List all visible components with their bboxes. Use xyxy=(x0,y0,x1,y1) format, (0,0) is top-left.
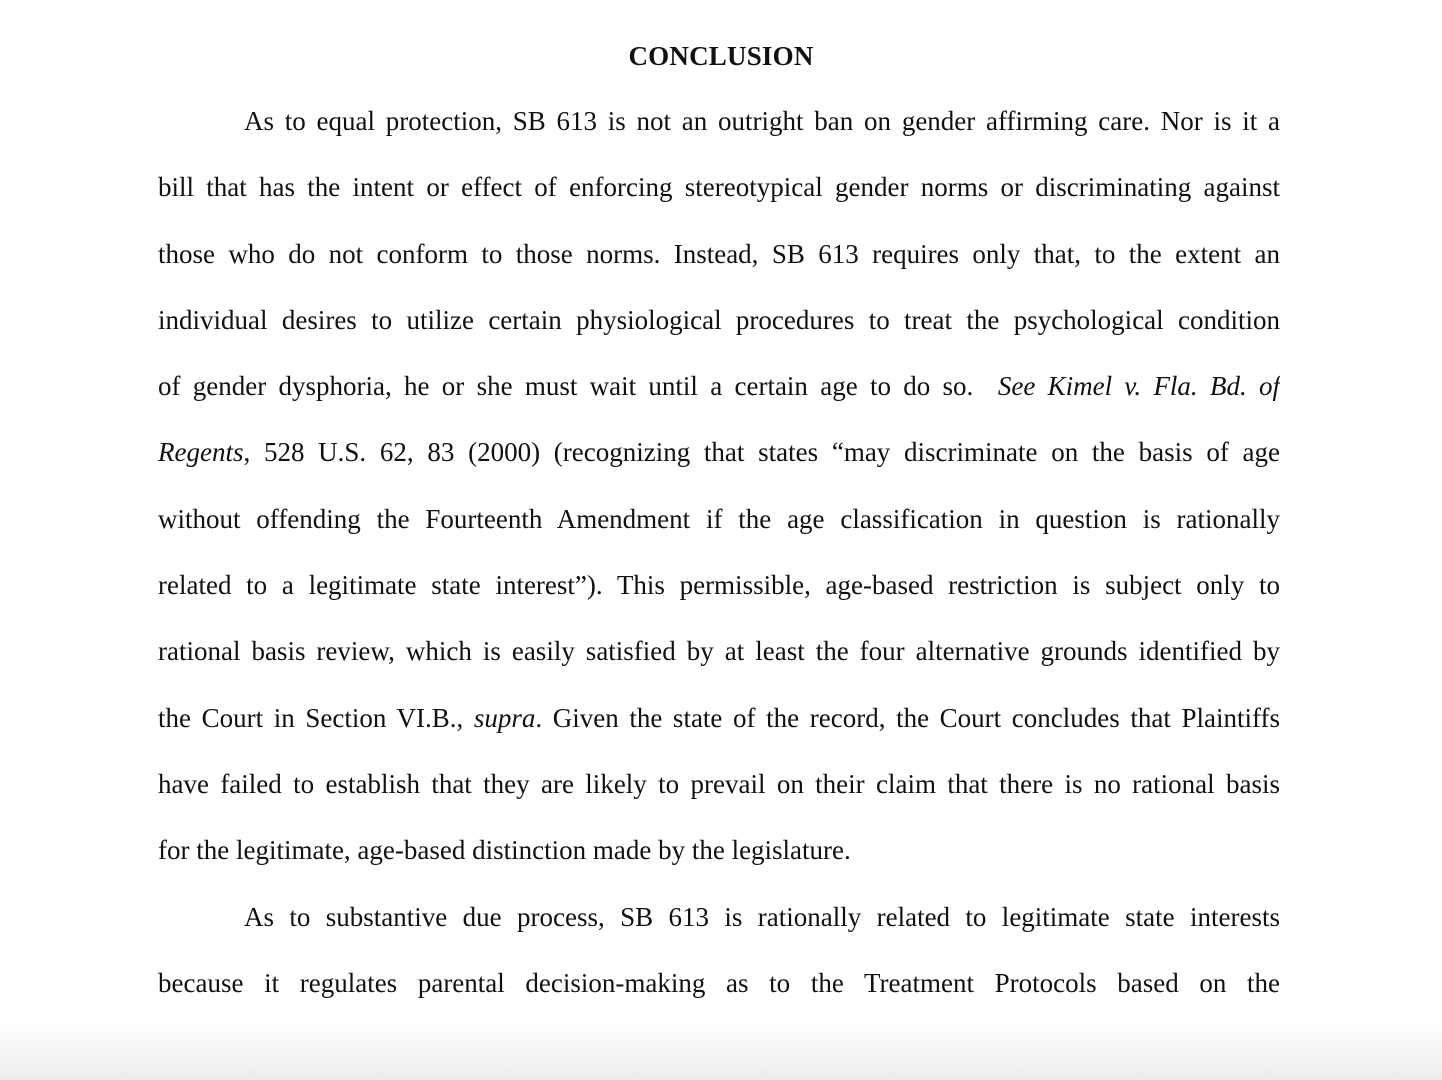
text-line: As to substantive due process, SB 613 is rationally related to legitimate state interests xyxy=(244,901,1280,932)
text-line: bill that has the intent or effect of enforcing stereotypical gender norms or discriminating against xyxy=(158,172,1280,203)
paragraph-substantive-due-process xyxy=(158,884,1280,1017)
text-line: rational basis review, which is easily satisfied by at least the four alternative grounds identified by xyxy=(158,636,1280,667)
text-line: for the legitimate, age-based distinction made by the legislature. xyxy=(158,835,851,866)
text-line: individual desires to utilize certain physiological procedures to treat the psychological condition xyxy=(158,304,1280,335)
text-line: of gender dysphoria, he or she must wait until a certain age to do so. See Kimel v. Fla. Bd. of xyxy=(158,371,1280,402)
text-line: those who do not conform to those norms. Instead, SB 613 requires only that, to the extent an xyxy=(158,238,1280,269)
supra-signal: supra xyxy=(473,702,536,733)
text-line: As to equal protection, SB 613 is not an outright ban on gender affirming care. Nor is it a xyxy=(244,106,1280,136)
section-heading: CONCLUSION xyxy=(628,41,814,71)
case-citation-signal: See Kimel v. Fla. Bd. of xyxy=(997,371,1280,402)
text-line: the Court in Section VI.B., supra. Given the state of the record, the Court concludes that Plaintiffs xyxy=(158,702,1280,733)
paragraph-equal-protection xyxy=(158,88,1280,884)
case-name: Regents xyxy=(158,437,244,468)
text-line: because it regulates parental decision-making as to the Treatment Protocols based on the xyxy=(158,967,1280,998)
text-line: have failed to establish that they are likely to prevail on their claim that there is no rational basis xyxy=(158,768,1280,799)
document-body xyxy=(158,88,1280,1016)
text-line: without offending the Fourteenth Amendment if the age classification in question is rationally xyxy=(158,503,1280,534)
text-line: related to a legitimate state interest”). This permissible, age-based restriction is subject only to xyxy=(158,570,1280,601)
text-line: Regents, 528 U.S. 62, 83 (2000) (recognizing that states “may discriminate on the basis of age xyxy=(158,437,1280,468)
